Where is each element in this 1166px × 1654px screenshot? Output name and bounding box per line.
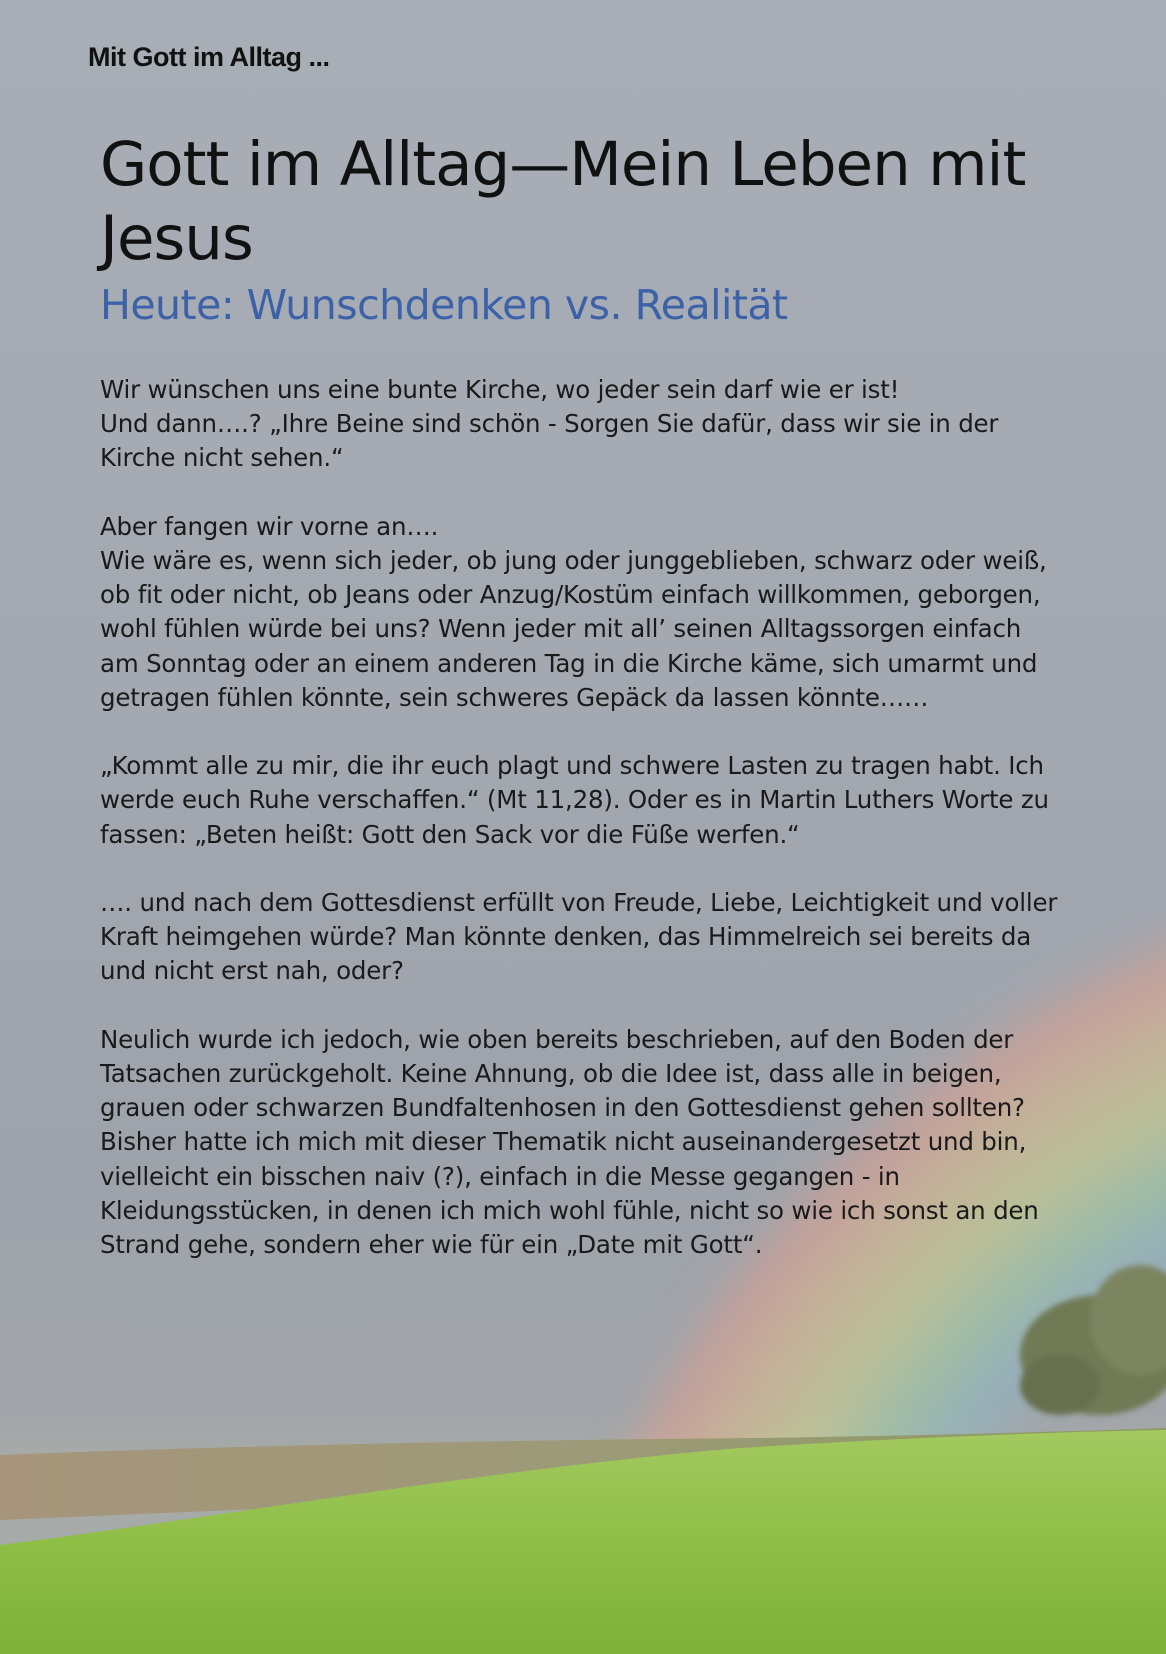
paragraph: Neulich wurde ich jedoch, wie oben bereits beschrieben, auf den Boden der Tatsachen zurückgeholt. Keine Ahnung, ob die Idee ist, dass alle in beigen, grauen oder schwarzen Bundfaltenhosen in den Gottesdienst gehen sollten? Bisher hatte ich mich mit dieser Thematik nicht auseinandergesetzt und bin, vielleicht ein bisschen naiv (?), einfach in die Messe gegangen - in Kleidungsstücken, in denen ich mich wohl fühle, nicht so wie ich sonst an den Strand gehe, sondern eher wie für ein „Date mit Gott“. [100,1024,1039,1260]
article-title: Gott im Alltag—Mein Leben mit Jesus [100,129,1026,274]
paragraph: „Kommt alle zu mir, die ihr euch plagt und schwere Lasten zu tragen habt. Ich werde euch Ruhe verschaffen.“ (Mt 11,28). Oder es in Martin Luthers Worte zu fassen: „Beten heißt: Gott den Sack vor die Füße werfen.“ [100,751,1049,849]
running-header: Mit Gott im Alltag ... [88,42,330,72]
paragraph: Aber fangen wir vorne an…. Wie wäre es, wenn sich jeder, ob jung oder junggeblieben, schwarz oder weiß, ob fit oder nicht, ob Jeans oder Anzug/Kostüm einfach willkommen, geborgen, wohl fühlen würde bei uns? Wenn jeder mit all’ seinen Alltagssorgen einfach am Sonntag oder an einem anderen Tag in die Kirche käme, sich umarmt und getragen fühlen könnte, sein schweres Gepäck da lassen könnte…… [100,511,1047,712]
paragraph: …. und nach dem Gottesdienst erfüllt von Freude, Liebe, Leichtigkeit und voller Kraft heimgehen würde? Man könnte denken, das Himmelreich sei bereits da und nicht erst nah, oder? [100,888,1058,986]
article-body [100,373,1060,1296]
article-subtitle: Heute: Wunschdenken vs. Realität [100,281,788,329]
paragraph: Wir wünschen uns eine bunte Kirche, wo jeder sein darf wie er ist! Und dann….? „Ihre Beine sind schön - Sorgen Sie dafür, dass wir sie in der Kirche nicht sehen.“ [100,375,999,473]
